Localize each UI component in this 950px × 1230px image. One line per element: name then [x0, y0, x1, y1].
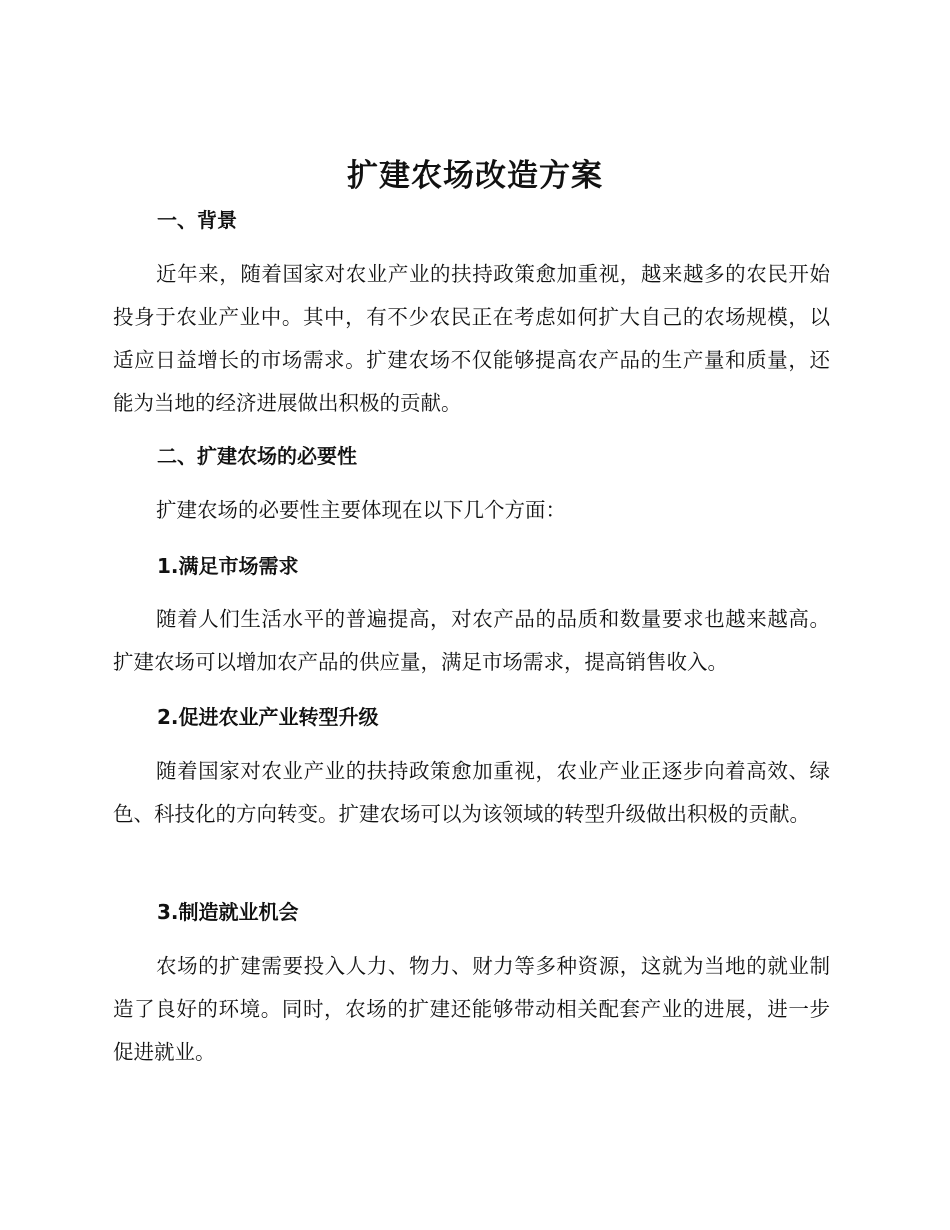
paragraph-employment: 农场的扩建需要投入人力、物力、财力等多种资源，这就为当地的就业制造了良好的环境。同时，农场的扩建还能够带动相关配套产业的进展，进一步促进就业。 — [113, 954, 830, 1064]
document-title: 扩建农场改造方案 — [347, 158, 603, 194]
section-heading-necessity: 二、扩建农场的必要性 — [157, 444, 357, 468]
point-heading-employment: 3.制造就业机会 — [157, 900, 299, 924]
paragraph-background: 近年来，随着国家对农业产业的扶持政策愈加重视，越来越多的农民开始投身于农业产业中。其中，有不少农民正在考虑如何扩大自己的农场规模，以适应日益增长的市场需求。扩建农场不仅能够提高农产品的生产量和质量，还能为当地的经济进展做出积极的贡献。 — [113, 262, 830, 415]
point-heading-market-demand: 1.满足市场需求 — [157, 554, 299, 578]
paragraph-necessity-intro: 扩建农场的必要性主要体现在以下几个方面： — [156, 498, 566, 522]
point-heading-industry-upgrade: 2.促进农业产业转型升级 — [157, 705, 379, 729]
paragraph-market-demand: 随着人们生活水平的普遍提高，对农产品的品质和数量要求也越来越高。扩建农场可以增加农产品的供应量，满足市场需求，提高销售收入。 — [113, 607, 830, 674]
paragraph-industry-upgrade: 随着国家对农业产业的扶持政策愈加重视，农业产业正逐步向着高效、绿色、科技化的方向转变。扩建农场可以为该领域的转型升级做出积极的贡献。 — [113, 759, 830, 826]
section-heading-background: 一、背景 — [157, 208, 237, 232]
